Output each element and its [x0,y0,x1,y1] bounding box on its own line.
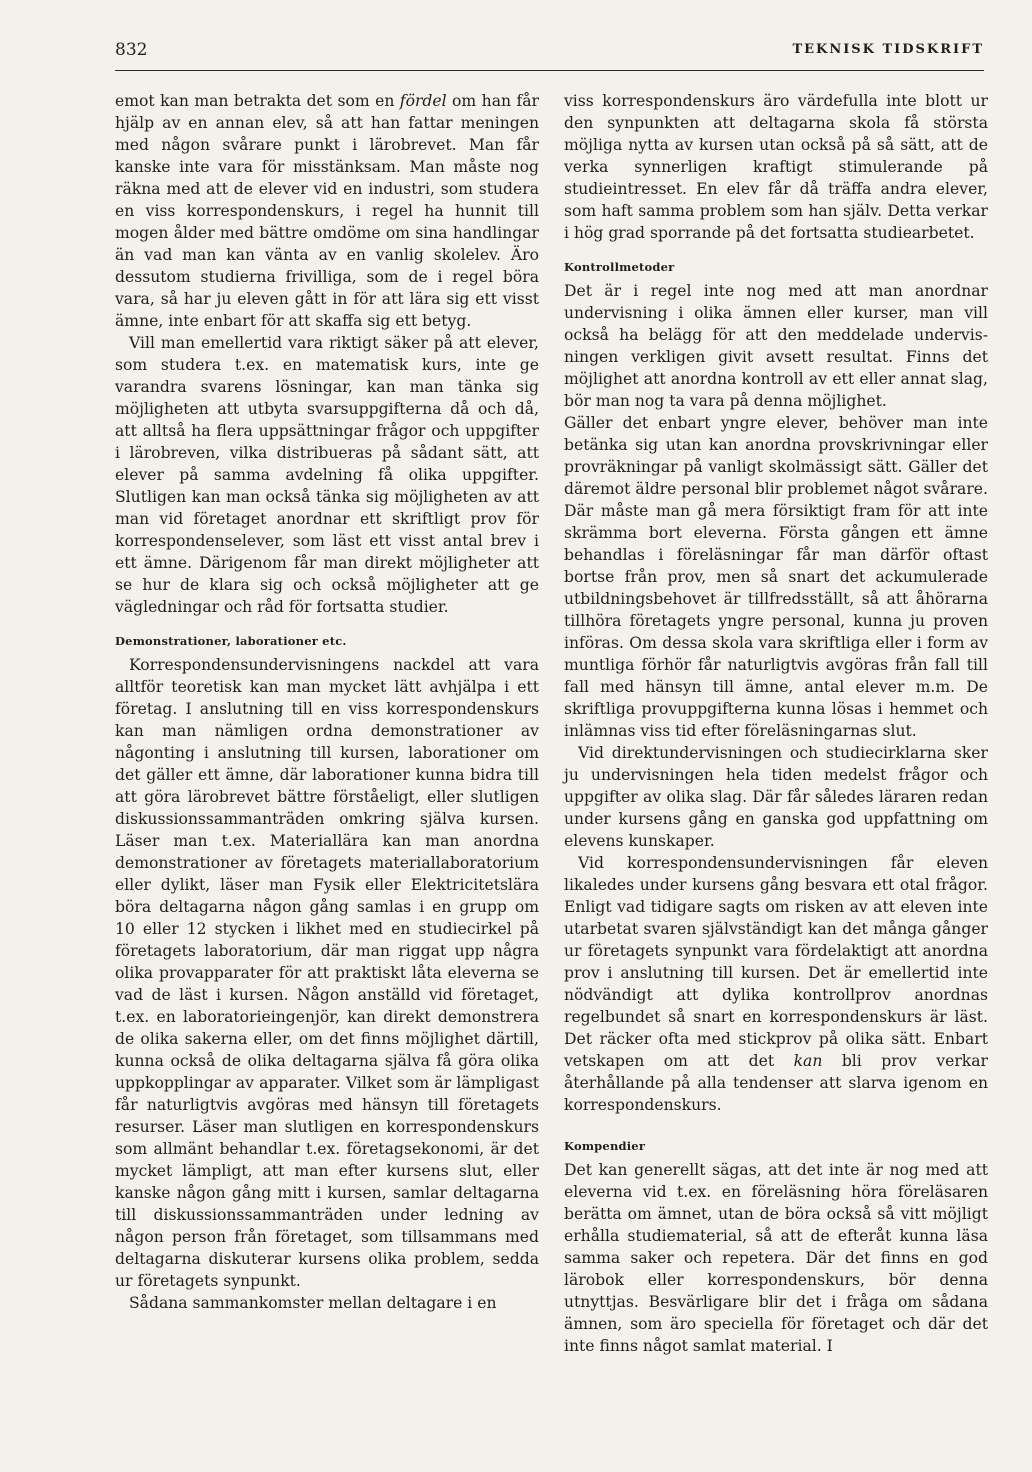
emphasis: fördel [399,92,447,110]
left-column [115,90,539,1314]
journal-title: TEKNISK TIDSKRIFT [792,42,984,57]
page-header [115,38,984,71]
section-heading: Kompendier [564,1139,646,1153]
emphasis: kan [793,1052,823,1070]
page-number: 832 [115,40,148,60]
paragraph: Korrespondensundervisningens nackdel att vara alltför teoretisk kan man mycket lätt avhjälpa i ett företag. I anslutning till en viss korrespondenskurs kan man nämligen ordna demonstrationer av någonting i anslutning till kursen, laborationer om det gäller ett ämne, där laborationer kunna bidra till att göra lärobrevet bättre förståeligt, eller slutligen diskussionssammanträden omkring själva kursen. Läser man t.ex. Materiallära kan man anordna demonstrationer av företagets materiallaboratorium eller dylikt, läser man Fysik eller Elektricitetslära böra deltagarna någon gång samlas i en grupp om 10 eller 12 stycken i likhet med en studiecirkel på företagets laboratorium, där man riggat upp några olika provapparater för att praktiskt låta eleverna se vad de läst i kursen. Någon anställd vid företaget, t.ex. en laboratorieingenjör, kan direkt demonstrera de olika sakerna eller, om det finns möjlighet därtill, kunna också de olika deltagarna själva få göra olika uppkopplingar av apparater. Vilket som är lämpligast får naturligtvis avgöras med hänsyn till företagets resurser. Läser man slutligen en korrespondenskurs som allmänt behandlar t.ex. företagsekonomi, är det mycket lämpligt, att man efter kursens slut, eller kanske någon gång mitt i kursen, samlar deltagarna till diskussionssammanträden under ledning av någon person från företaget, som tillsammans med deltagarna diskuterar kursens olika problem, sedda ur företagets synpunkt. [115,656,539,1290]
paragraph: emot kan man betrakta det som en fördel om han får hjälp av en annan elev, så att han fattar meningen med någon svårare punkt i lärobrevet. Man får kanske inte vara för misstänksam. Man måste nog räkna med att de elever vid en industri, som studera en viss korrespondenskurs, i regel ha hunnit till mogen ålder med bättre omdöme om sina handlingar än vad man kan vänta av en vanlig skolelev. Äro dessutom studierna frivilliga, som de i regel böra vara, så har ju eleven gått in för att lära sig ett visst ämne, inte enbart för att skaffa sig ett betyg. [115,92,539,330]
paragraph: Sådana sammankomster mellan deltagare i en [129,1294,497,1312]
paragraph: viss korrespondenskurs äro värdefulla inte blott ur den synpunkten att deltagarna skola få största möjliga nytta av kursen utan också på så sätt, att de verka synnerligen kraftigt stimulerande på studieintresset. En elev får då träffa andra elever, som haft samma problem som han själv. Detta verkar i hög grad sporrande på det fortsatta studiearbetet. [564,92,988,242]
section-heading: Demonstrationer, laborationer etc. [115,634,347,648]
section-heading: Kontrollmetoder [564,260,675,274]
paragraph: Vid direktundervisningen och studiecirklarna sker ju undervisningen hela tiden medelst frågor och uppgifter av olika slag. Där får således läraren redan under kursens gång en ganska god uppfattning om elevens kunskaper. [564,744,988,850]
paragraph: Gäller det enbart yngre elever, behöver man inte betänka sig utan kan anordna provskrivningar eller provräkningar på vanligt skolmässigt sätt. Gäller det däremot äldre personal blir problemet något svårare. Där måste man gå mera försiktigt fram för att inte skrämma bort eleverna. Första gången ett ämne behandlas i föreläsningar får man därför oftast bortse från prov, men så snart det ackumulerade utbildningsbehovet är tillfredsställt, så att åhörarna tillhöra företagets yngre personal, kunna ju proven införas. Om dessa skola vara skriftliga eller i form av muntliga förhör får naturligtvis avgöras från fall till fall med hänsyn till ämne, antal elever m.m. De skriftliga provuppgifterna kunna lösas i hemmet och inlämnas viss tid efter föreläsningarnas slut. [564,414,988,740]
paragraph: Vid korrespondensundervisningen får eleven likaledes under kursens gång besvara ett otal frågor. Enligt vad tidigare sagts om risken av att eleven inte utarbetat svaren självständigt kan det många gånger ur företagets synpunkt vara fördelaktigt att anordna prov i anslutning till kursen. Det är emellertid inte nödvändigt att dylika kontrollprov anordnas regelbundet så snart en korrespondenskurs är läst. Det räcker ofta med stickprov på olika sätt. Enbart vetskapen om att det kan bli prov verkar återhållande på alla tendenser att slarva igenom en korrespondenskurs. [564,854,988,1114]
right-column [564,90,988,1357]
paragraph: Det är i regel inte nog med att man anordnar undervisning i olika ämnen eller kurser, man vill också ha belägg för att den meddelade undervisningen verkligen givit avsett resultat. Finns det möjlighet att anordna kontroll av ett eller annat slag, bör man nog ta vara på denna möjlighet. [564,282,988,410]
paragraph: Vill man emellertid vara riktigt säker på att elever, som studera t.ex. en matematisk kurs, inte ge varandra svarens lösningar, kan man tänka sig möjligheten att utbyta svarsuppgifterna då och då, att alltså ha flera uppsättningar frågor och uppgifter i lärobreven, vilka distribueras på sådant sätt, att elever på samma avdelning få olika uppgifter. Slutligen kan man också tänka sig möjligheten av att man vid företaget anordnar ett skriftligt prov för korrespondenselever, som läst ett visst antal brev i ett ämne. Därigenom får man direkt möjligheter att se hur de klara sig och också möjligheter att ge vägledningar och råd för fortsatta studier. [115,334,539,616]
paragraph: Det kan generellt sägas, att det inte är nog med att eleverna vid t.ex. en föreläsning höra föreläsaren berätta om ämnet, utan de böra också så vitt möjligt erhålla studiematerial, så att de efteråt kunna läsa samma saker och repetera. Där det finns en god lärobok eller korrespondenskurs, bör denna utnyttjas. Besvärligare blir det i fråga om sådana ämnen, som äro speciella för företaget och där det inte finns något samlat material. I [564,1161,988,1355]
